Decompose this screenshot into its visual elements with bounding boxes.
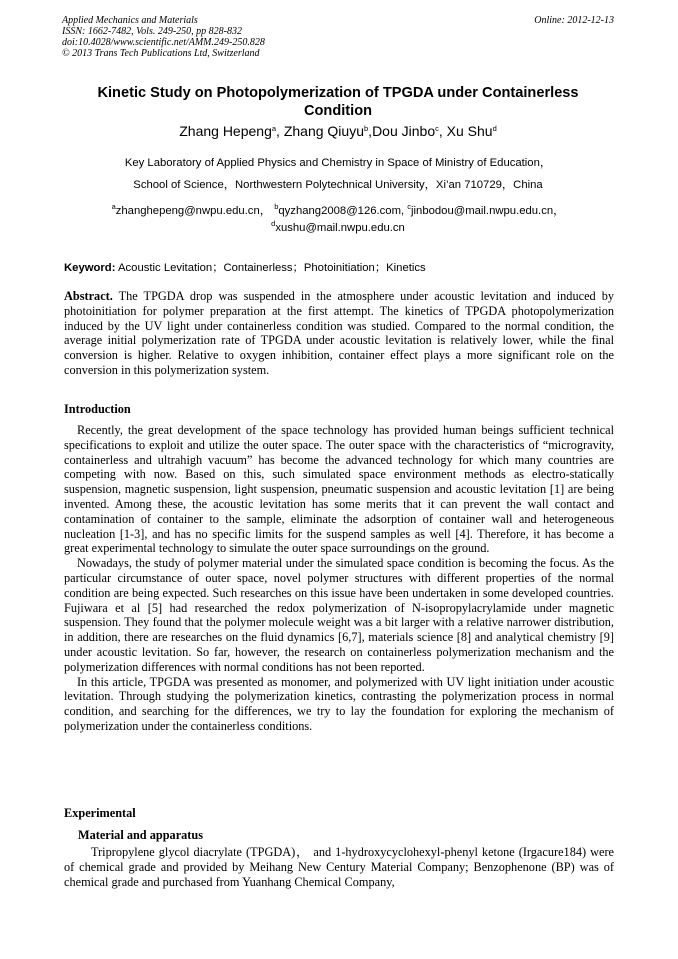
email-sup: c <box>407 202 412 211</box>
keyword-label: Keyword: <box>64 262 116 274</box>
paragraph: In this article, TPGDA was presented as monomer, and polymerized with UV light initiation under acoustic levitation. Through studying the polymerization kinetics, contrasting the polymerization process in normal condition, and searching for the differences, we try to lay the foundation for exploring the mechanism of polymerization under the containerless conditions. <box>64 674 614 733</box>
paper-title: Kinetic Study on Photopolymerization of TPGDA under Containerless Condition <box>97 85 579 119</box>
abstract-label: Abstract. <box>64 289 113 303</box>
author-name: Xu Shu <box>446 123 493 139</box>
experimental-heading: Experimental <box>64 806 136 820</box>
author-name: Dou Jinbo <box>372 123 436 139</box>
affiliation-line: Key Laboratory of Applied Physics and Chemistry in Space of Ministry of Education， <box>124 157 552 169</box>
abstract <box>64 289 614 378</box>
email-address: xushu@mail.nwpu.edu.cn <box>275 222 405 234</box>
author-list <box>62 122 614 140</box>
author-sep: , <box>368 123 373 139</box>
author-sup: d <box>492 124 497 133</box>
introduction-body <box>64 423 614 734</box>
email-sup: d <box>271 219 276 228</box>
doi-line: doi:10.4028/www.scientific.net/AMM.249-250.828 <box>62 37 265 48</box>
keyword-text: Acoustic Levitation；Containerless；Photoinitiation；Kinetics <box>115 262 426 274</box>
author-name: Zhang Qiuyu <box>283 123 364 139</box>
author-sup: c <box>435 124 439 133</box>
email-address: jinbodou@mail.nwpu.edu.cn， <box>411 205 565 217</box>
author-sep: , <box>276 123 284 139</box>
journal-header <box>62 15 265 59</box>
paragraph: Nowadays, the study of polymer material under the simulated space condition is becoming the focus. As the particular circumstance of outer space, novel polymer structures with different properties of the normal condition are being expected. Such researches on this issue have been undertaken in some developed countries. Fujiwara et al [5] had researched the redox polymerization of N-isopropylacrylamide under magnetic suspension. They found that the polymer molecule weight was a bit larger with a relative narrower distribution, in addition, there are researches on the fluid dynamics [6,7], materials science [8] and analytical chemistry [9] under acoustic levitation. So far, however, the research on containerless polymerization mechanism and the polymerization differences with normal conditions has not been reported. <box>64 556 614 674</box>
paragraph: Tripropylene glycol diacrylate (TPGDA)， and 1-hydroxycyclohexyl-phenyl ketone (Irgacure184) were of chemical grade and provided by Meihang New Century Material Company; Benzophenone (BP) was of chemical grade and purchased from Yuanhang Chemical Company, <box>64 845 614 889</box>
email-sup: b <box>274 202 279 211</box>
journal-name: Applied Mechanics and Materials <box>62 15 198 26</box>
abstract-text: The TPGDA drop was suspended in the atmosphere under acoustic levitation and induced by photoinitiation for polymer preparation at the first attempt. The kinetics of TPGDA photopolymerization induced by the UV light under containerless condition was studied. Compared to the normal condition, the average initial polymerization rate of TPGDA under acoustic levitation is relatively lower, while the final conversion is higher. Relative to oxygen inhibition, container effect plays a more significant role on the conversion in this polymerization system. <box>64 289 614 377</box>
subsection-heading: Material and apparatus <box>78 828 204 842</box>
email-sup: a <box>111 202 116 211</box>
author-sup: a <box>271 124 277 133</box>
email-address: zhanghepeng@nwpu.edu.cn， <box>115 205 272 217</box>
material-body <box>64 845 614 889</box>
online-date: Online: 2012-12-13 <box>534 15 614 26</box>
copyright-line: © 2013 Trans Tech Publications Ltd, Switzerland <box>62 48 260 59</box>
author-sep: , <box>438 123 447 139</box>
issn-line: ISSN: 1662-7482, Vols. 249-250, pp 828-832 <box>62 26 242 37</box>
email-address: qyzhang2008@126.com, <box>278 205 408 217</box>
author-name: Zhang Hepeng <box>179 123 272 139</box>
introduction-heading: Introduction <box>64 402 131 416</box>
author-sup: b <box>364 124 369 133</box>
affiliation <box>62 152 614 196</box>
email-list <box>62 203 614 237</box>
paragraph: Recently, the great development of the space technology has provided human beings sufficient technical specifications to exploit and utilize the outer space. The outer space with the characteristics of “microgravity, containerless and ultrahigh vacuum” has become the advanced technology for which many countries are competing with now. Based on this, such simulated space environment methods as electro-statically suspension, magnetic suspension, light suspension, pneumatic suspension and acoustic levitation [1] are being invented. Among these, the acoustic levitation has some merits that it can prevent the wall contact and contamination of container to the sample, eliminate the adsorption of container wall and heterogeneous nucleation [1-3], and has no specific limits for the suspend samples as well [4]. Therefore, it has become a great experimental technology to simulate the outer space surroundings on the ground. <box>64 423 614 556</box>
keywords <box>64 260 616 276</box>
affiliation-line: School of Science，Northwestern Polytechnical University，Xi’an 710729，China <box>133 179 543 191</box>
